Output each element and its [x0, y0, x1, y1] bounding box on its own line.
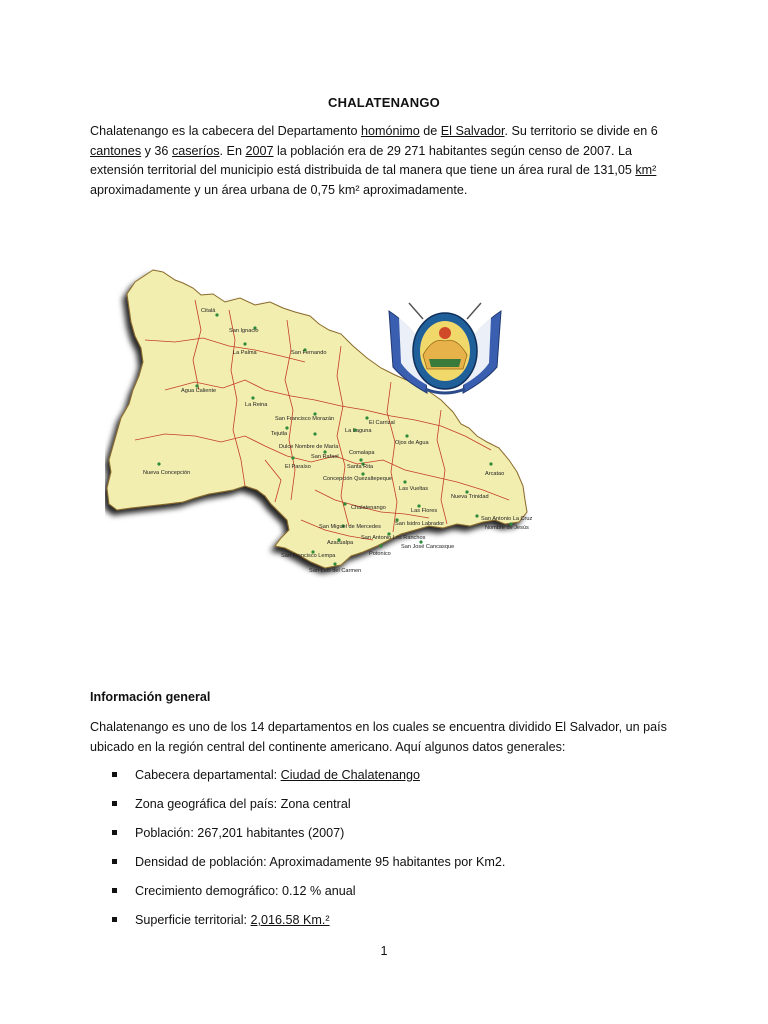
intro-text: y 36	[141, 143, 172, 158]
intro-text: . En	[219, 143, 246, 158]
intro-paragraph	[90, 122, 680, 200]
map-label: Las Vueltas	[399, 486, 429, 492]
intro-text: . Su territorio se divide en 6	[504, 124, 658, 138]
map-label: Santa Rita	[347, 464, 374, 470]
fact-label: Densidad de población: Aproximadamente 95 habitantes por Km2.	[135, 855, 506, 869]
superficie-link[interactable]: 2,016.58 Km.²	[250, 913, 330, 927]
list-item	[90, 795, 650, 824]
list-item	[90, 853, 650, 882]
fact-label: Superficie territorial:	[135, 913, 251, 927]
intro-text: de	[419, 124, 441, 138]
map-label: Citalá	[201, 308, 216, 314]
map-label: Agua Caliente	[181, 388, 217, 394]
map-label: Ojos de Agua	[395, 440, 429, 446]
map-label: Chalatenango	[351, 505, 386, 511]
map-label: La Laguna	[345, 428, 372, 434]
map-label: La Reina	[245, 402, 268, 408]
map-label: San Francisco Morazán	[275, 416, 335, 422]
map-label: San Miguel de Mercedes	[319, 524, 381, 530]
cabecera-link[interactable]: Ciudad de Chalatenango	[280, 768, 420, 782]
map-label: El Paraíso	[285, 464, 311, 470]
map-label: San Ignacio	[229, 328, 259, 334]
page-number: 1	[380, 944, 388, 958]
list-item	[90, 882, 650, 911]
intro-text: Chalatenango es la cabecera del Departamento	[90, 124, 361, 138]
intro-text: la población era de 29 271 habitantes según censo de 2007. La extensión territorial del municipio está distribuida de tal manera que tiene un área rural de 131,05	[90, 143, 636, 177]
map-label: San Francisco Lempa	[281, 553, 336, 559]
map-label: Nueva Trinidad	[451, 494, 489, 500]
map-label: San Fernando	[291, 350, 327, 356]
fact-label: Cabecera departamental:	[135, 768, 281, 782]
list-item	[90, 824, 650, 853]
bullet-icon	[112, 830, 117, 835]
homonimo-link[interactable]: homónimo	[360, 124, 420, 138]
list-item	[90, 911, 650, 940]
map-label: San Isidro Labrador	[395, 521, 445, 527]
map-label: San Luis del Carmen	[309, 568, 362, 574]
section-paragraph: Chalatenango es uno de los 14 departamentos en los cuales se encuentra dividido El Salvador, un país ubicado en la región central del continente americano. Aquí algunos datos generales:	[90, 720, 667, 754]
facts-list	[90, 766, 650, 940]
map-label: San Rafael	[311, 454, 339, 460]
cantones-link[interactable]: cantones	[90, 143, 142, 158]
map-label: Las Flores	[411, 508, 438, 514]
year-2007-link[interactable]: 2007	[245, 143, 274, 158]
department-coat-of-arms	[383, 297, 507, 402]
fact-label: Población: 267,201 habitantes (2007)	[135, 826, 345, 840]
page-title: CHALATENANGO	[328, 95, 440, 110]
map-label: San Antonio La Cruz	[481, 516, 533, 522]
map-label: Tejutla	[271, 431, 288, 437]
map-label: Arcatao	[485, 471, 505, 477]
map-label: La Palma	[233, 350, 257, 356]
map-label: Comalapa	[349, 450, 375, 456]
map-label: Potonico	[369, 551, 391, 557]
bullet-icon	[112, 917, 117, 922]
caserios-link[interactable]: caseríos	[171, 143, 220, 158]
map-label: San Antonio Los Ranchos	[361, 535, 426, 541]
bullet-icon	[112, 859, 117, 864]
el-salvador-link[interactable]: El Salvador	[440, 124, 505, 138]
map-label: El Carrizal	[369, 420, 395, 426]
map-label: San José Cancasque	[401, 544, 455, 550]
bullet-icon	[112, 801, 117, 806]
km2-link[interactable]: km²	[635, 163, 657, 177]
map-label: Azacualpa	[327, 540, 354, 546]
section-heading: Información general	[90, 690, 211, 704]
bullet-icon	[112, 772, 117, 777]
map-label: Dulce Nombre de María	[279, 444, 339, 450]
bullet-icon	[112, 888, 117, 893]
map-label: Nombre de Jesús	[485, 525, 529, 531]
fact-label: Zona geográfica del país: Zona central	[135, 797, 351, 811]
fact-label: Crecimiento demográfico: 0.12 % anual	[135, 884, 356, 898]
map-label: Nueva Concepción	[143, 470, 191, 476]
intro-text: aproximadamente y un área urbana de 0,75 km² aproximadamente.	[90, 182, 468, 197]
list-item	[90, 766, 650, 795]
map-label: Concepción Quezaltepeque	[323, 476, 393, 482]
